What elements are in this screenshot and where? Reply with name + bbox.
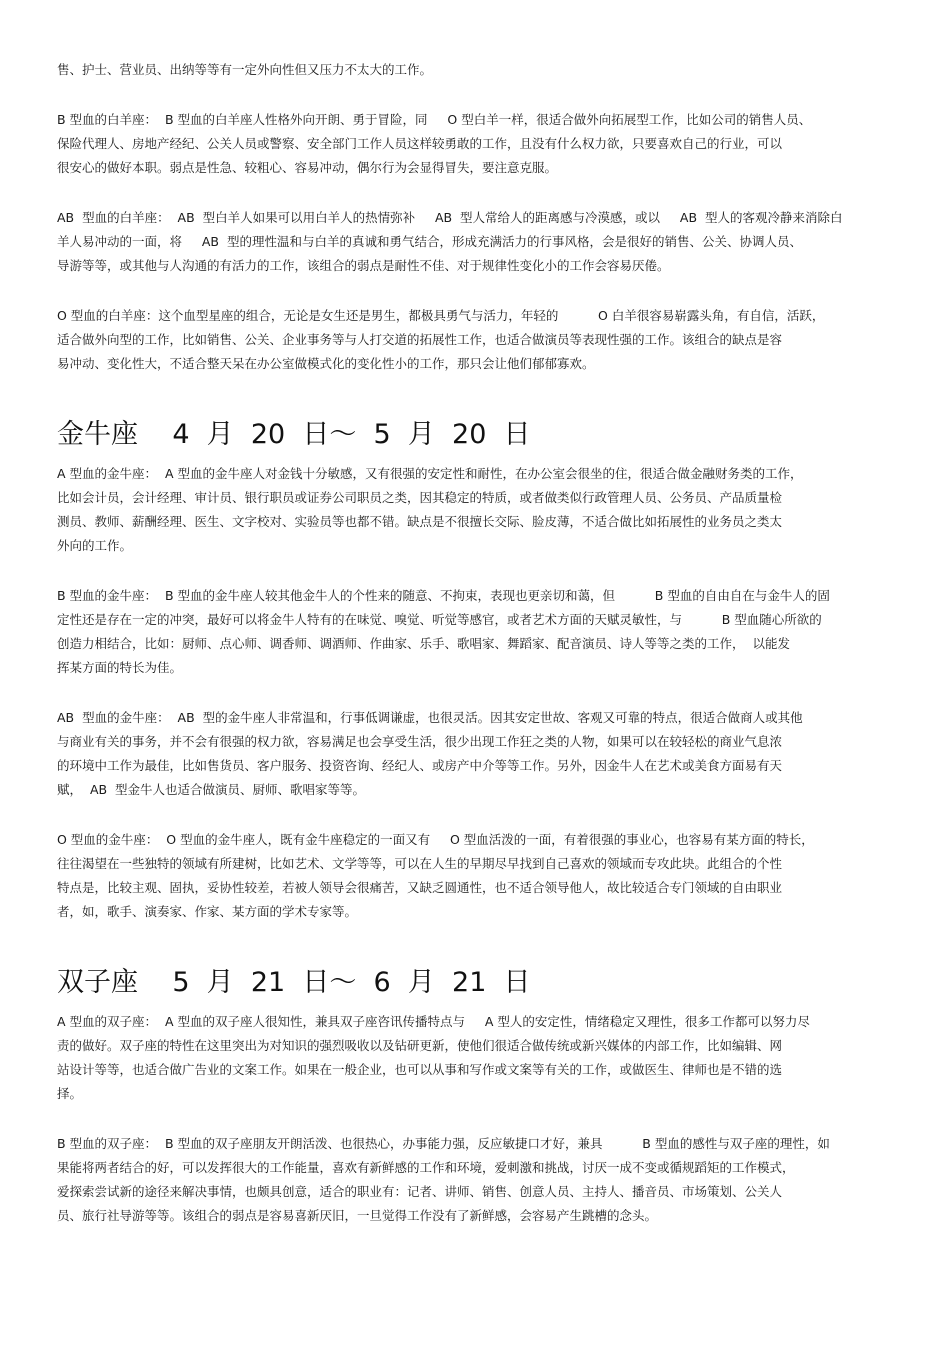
text-line: 挥某方面的特长为佳。	[57, 660, 183, 675]
text-line: 员、旅行社导游等等。该组合的弱点是容易喜新厌旧，一旦觉得工作没有了新鲜感，会容易产生跳槽的念头。	[57, 1208, 658, 1223]
text-line: 很安心的做好本职。弱点是性急、较粗心、容易冲动，偶尔行为会显得冒失，要注意克服。	[57, 160, 558, 175]
text-line: 测员、教师、薪酬经理、医生、文字校对、实验员等也都不错。缺点是不很擅长交际、脸皮薄，不适合做比如拓展性的业务员之类太	[57, 514, 783, 529]
text-line: 创造力相结合，比如：厨师、点心师、调香师、调酒师、作曲家、乐手、歌唱家、舞蹈家、配音演员、诗人等等之类的工作， 以能发	[57, 636, 790, 651]
text-line: 爱探索尝试新的途径来解决事情，也颇具创意，适合的职业有：记者、讲师、销售、创意人员、主持人、播音员、市场策划、公关人	[57, 1184, 783, 1199]
text-line: 者，如，歌手、演奏家、作家、某方面的学术专家等。	[57, 904, 358, 919]
text-line: B 型血的白羊座： B 型血的白羊座人性格外向开朗、勇于冒险，同 O 型白羊一样，很适合做外向拓展型工作，比如公司的销售人员、	[57, 112, 812, 127]
text-line: 外向的工作。	[57, 538, 133, 553]
text-line: 往往渴望在一些独特的领域有所建树，比如艺术、文学等等，可以在人生的早期尽早找到自己喜欢的领域而专攻此块。此组合的个性	[57, 856, 783, 871]
text-line: B 型血的金牛座： B 型血的金牛座人较其他金牛人的个性来的随意、不拘束，表现也更亲切和蔼，但 B 型血的自由自在与金牛人的固	[57, 588, 830, 603]
text-line: 择。	[57, 1086, 83, 1101]
text-line: 果能将两者结合的好，可以发挥很大的工作能量，喜欢有新鲜感的工作和环境，爱刺激和挑战，讨厌一成不变或循规蹈矩的工作模式，	[57, 1160, 795, 1175]
text-line: AB 型血的白羊座： AB 型白羊人如果可以用白羊人的热情弥补 AB 型人常给人的距离感与冷漠感，或以 AB 型人的客观冷静来消除白	[57, 210, 843, 225]
text-line: 赋， AB 型金牛人也适合做演员、厨师、歌唱家等等。	[57, 782, 366, 797]
section-heading: 金牛座 4 月 20 日～ 5 月 20 日	[57, 419, 531, 450]
text-line: O 型血的白羊座：这个血型星座的组合，无论是女生还是男生，都极具勇气与活力，年轻的 O 白羊很容易崭露头角，有自信，活跃，	[57, 308, 825, 323]
text-line: 的环境中工作为最佳，比如售货员、客户服务、投资咨询、经纪人、或房产中介等等工作。另外，因金牛人在艺术或美食方面易有天	[57, 758, 783, 773]
text-line: 与商业有关的事务，并不会有很强的权力欲，容易满足也会享受生活，很少出现工作狂之类的人物，如果可以在较轻松的商业气息浓	[57, 734, 783, 749]
text-line: 特点是，比较主观、固执，妥协性较差，若被人领导会很痛苦，又缺乏圆通性，也不适合领导他人，故比较适合专门领域的自由职业	[57, 880, 783, 895]
text-line: 易冲动、变化性大，不适合整天呆在办公室做模式化的变化性小的工作，那只会让他们郁郁寡欢。	[57, 356, 595, 371]
section-heading: 双子座 5 月 21 日～ 6 月 21 日	[57, 967, 531, 998]
text-line: 羊人易冲动的一面，将 AB 型的理性温和与白羊的真诚和勇气结合，形成充满活力的行事风格，会是很好的销售、公关、协调人员、	[57, 234, 802, 249]
text-line: 站设计等等，也适合做广告业的文案工作。如果在一般企业，也可以从事和写作或文案等有关的工作，或做医生、律师也是不错的选	[57, 1062, 783, 1077]
text-line: A 型血的金牛座： A 型血的金牛座人对金钱十分敏感，又有很强的安定性和耐性，在办公室会很坐的住，很适合做金融财务类的工作，	[57, 466, 803, 481]
text-line: AB 型血的金牛座： AB 型的金牛座人非常温和，行事低调谦虚，也很灵活。因其安定世故、客观又可靠的特点，很适合做商人或其他	[57, 710, 803, 725]
text-line: O 型血的金牛座： O 型血的金牛座人，既有金牛座稳定的一面又有 O 型血活泼的一面，有着很强的事业心，也容易有某方面的特长，	[57, 832, 814, 847]
text-line: 定性还是存在一定的冲突，最好可以将金牛人特有的在味觉、嗅觉、听觉等感官，或者艺术方面的天赋灵敏性，与 B 型血随心所欲的	[57, 612, 822, 627]
text-line: 售、护士、营业员、出纳等等有一定外向性但又压力不太大的工作。	[57, 62, 433, 77]
text-line: 责的做好。双子座的特性在这里突出为对知识的强烈吸收以及钻研更新，使他们很适合做传统或新兴媒体的内部工作，比如编辑、网	[57, 1038, 783, 1053]
text-line: B 型血的双子座： B 型血的双子座朋友开朗活泼、也很热心，办事能力强，反应敏捷口才好，兼具 B 型血的感性与双子座的理性，如	[57, 1136, 830, 1151]
text-line: 比如会计员，会计经理、审计员、银行职员或证券公司职员之类，因其稳定的特质，或者做类似行政管理人员、公务员、产品质量检	[57, 490, 783, 505]
text-line: 导游等等，或其他与人沟通的有活力的工作，该组合的弱点是耐性不佳、对于规律性变化小的工作会容易厌倦。	[57, 258, 670, 273]
text-line: 适合做外向型的工作，比如销售、公关、企业事务等与人打交道的拓展性工作，也适合做演员等表现性强的工作。该组合的缺点是容	[57, 332, 783, 347]
text-line: 保险代理人、房地产经纪、公关人员或警察、安全部门工作人员这样较勇敢的工作，且没有什么权力欲，只要喜欢自己的行业，可以	[57, 136, 783, 151]
text-line: A 型血的双子座： A 型血的双子座人很知性，兼具双子座咨讯传播特点与 A 型人的安定性，情绪稳定又理性，很多工作都可以努力尽	[57, 1014, 810, 1029]
